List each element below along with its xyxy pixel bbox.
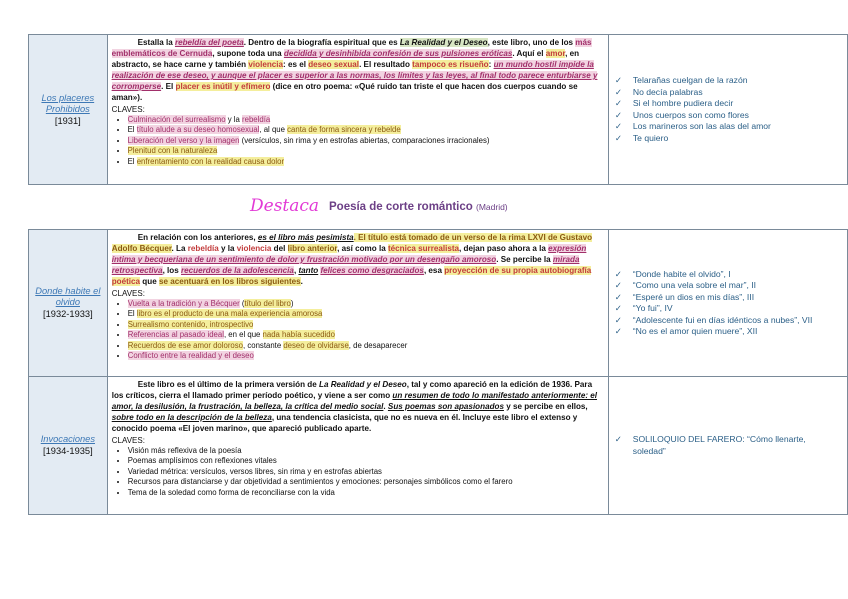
poems-cell bbox=[608, 35, 847, 185]
poem-title: “Yo fui”, IV bbox=[632, 303, 673, 313]
checkmark-icon: ✓ bbox=[614, 326, 622, 336]
checkmark-icon: ✓ bbox=[614, 314, 622, 325]
section-row bbox=[29, 377, 848, 515]
description-cell bbox=[107, 35, 608, 185]
poem-title: Telarañas cuelgan de la razón bbox=[632, 75, 748, 85]
poems-list bbox=[615, 434, 841, 457]
book-title[interactable]: Invocaciones bbox=[40, 434, 95, 444]
book-title-cell bbox=[29, 230, 108, 377]
poem-item bbox=[615, 434, 841, 457]
heading-subtitle: (Madrid) bbox=[476, 202, 508, 212]
heading-title-text: Poesía de corte romántico bbox=[329, 201, 473, 213]
poem-item bbox=[615, 98, 841, 110]
text-run: : es el bbox=[283, 60, 309, 69]
text-run: , de desaparecer bbox=[348, 340, 408, 350]
text-run: Variedad métrica: versículos, versos libres, sin rima y en estrofas abiertas bbox=[127, 466, 382, 476]
section-row bbox=[29, 35, 848, 185]
poem-item bbox=[615, 303, 841, 315]
section-table-donde bbox=[28, 229, 848, 515]
checkmark-icon: ✓ bbox=[614, 121, 623, 131]
poems-cell bbox=[608, 377, 847, 515]
text-run: título del libro bbox=[244, 299, 291, 308]
poem-title: Unos cuerpos son como flores bbox=[632, 109, 749, 120]
text-run: enfrentamiento con la realidad causa dolor bbox=[136, 156, 285, 166]
text-run: y se percibe en ellos, bbox=[503, 402, 588, 411]
checkmark-icon: ✓ bbox=[614, 75, 623, 85]
clave-item bbox=[128, 146, 604, 156]
text-run: libro es el producto de una mala experiencia amorosa bbox=[136, 309, 323, 319]
text-run: Estalla la bbox=[137, 38, 175, 47]
text-run: , constante bbox=[243, 340, 284, 350]
text-run: (dice en otro poema: «Qué ruido tan triste el que hacen dos cuerpos cuando se aman»). bbox=[111, 82, 578, 102]
text-run: . El bbox=[161, 82, 176, 91]
text-run: , dejan paso ahora a la bbox=[459, 244, 549, 253]
clave-item bbox=[128, 477, 604, 487]
text-run: amor bbox=[545, 49, 566, 58]
poem-title: “Donde habite el olvido”, I bbox=[632, 268, 731, 279]
clave-item bbox=[128, 467, 604, 477]
section-heading bbox=[250, 196, 670, 220]
checkmark-icon: ✓ bbox=[614, 86, 623, 97]
text-run: deseo de olvidarse bbox=[283, 340, 349, 350]
text-run: tampoco es risueño bbox=[412, 60, 489, 69]
claves-list bbox=[112, 446, 604, 498]
text-run: Culminación del surrealismo bbox=[127, 115, 226, 124]
text-run: Recuerdos de ese amor doloroso bbox=[127, 340, 244, 350]
clave-item bbox=[128, 136, 604, 146]
book-years: [1932-1933] bbox=[43, 309, 93, 319]
poem-title: Si el hombre pudiera decir bbox=[632, 98, 734, 108]
poem-item bbox=[615, 326, 841, 338]
description-paragraph bbox=[112, 37, 604, 103]
text-run: Este libro es el último de la primera versión de bbox=[137, 380, 319, 389]
poems-cell bbox=[608, 230, 847, 377]
text-run: , bbox=[293, 266, 299, 275]
poem-item bbox=[615, 75, 841, 87]
text-run: Liberación del verso y la imagen bbox=[127, 135, 240, 145]
text-run: expresión íntima y becqueriana de un sentimiento de dolor y frustración motivado por un desengaño amoroso bbox=[111, 244, 587, 264]
text-run: La Realidad y el Deseo bbox=[399, 38, 488, 47]
text-run: un resumen de todo lo manifestado anteriormente: el amor, la desilusión, la frustración, la belleza, la crítica del medio social bbox=[111, 391, 598, 411]
text-run: , tal y como apareció en la edición de 1936. Para los críticos, cierra el llamado primer período poético, y viene a ser como bbox=[111, 380, 593, 400]
text-run: es el libro más pesimista bbox=[257, 233, 354, 242]
checkmark-icon: ✓ bbox=[614, 434, 622, 444]
poem-item bbox=[615, 121, 841, 133]
text-run: , los bbox=[162, 266, 182, 275]
poem-title: SOLILOQUIO DEL FARERO: “Cómo llenarte, soledad” bbox=[632, 434, 806, 456]
text-run: Vuelta a la tradición y a Bécquer bbox=[127, 299, 240, 308]
text-run: Visión más reflexiva de la poesía bbox=[127, 446, 242, 455]
clave-item bbox=[128, 488, 604, 498]
text-run: que bbox=[140, 277, 159, 286]
poems-list bbox=[615, 269, 841, 338]
text-run: . Dentro de la biografía espiritual que es bbox=[243, 38, 400, 47]
text-run: Surrealismo contenido, introspectivo bbox=[127, 319, 254, 329]
text-run: un mundo hostil impide la realización de ese deseo, y aunque el placer es superior a las normas, los límites y las leyes, al final todo parece enturbiarse y corromperse bbox=[111, 60, 598, 91]
book-title[interactable]: Donde habite el olvido bbox=[35, 286, 101, 307]
text-run: título alude a su deseo homosexual bbox=[136, 125, 260, 135]
claves-label: CLAVES: bbox=[111, 436, 145, 445]
text-run: El bbox=[127, 156, 137, 166]
text-run: decidida y desinhibida confesión de sus pulsiones eróticas bbox=[283, 49, 513, 58]
text-run: rebeldía del poeta bbox=[174, 38, 244, 47]
text-run: , esa bbox=[423, 266, 445, 275]
poem-title: No decía palabras bbox=[632, 86, 703, 97]
text-run: Plenitud con la naturaleza bbox=[127, 146, 218, 156]
book-title[interactable]: Los placeres Prohibidos bbox=[41, 92, 95, 114]
clave-item bbox=[128, 330, 604, 340]
text-run: Poemas amplísimos con reflexiones vitales bbox=[127, 456, 277, 466]
description-paragraph bbox=[112, 232, 604, 287]
clave-item bbox=[128, 309, 604, 319]
text-run: Sus poemas son apasionados bbox=[387, 402, 504, 411]
poem-item bbox=[615, 280, 841, 292]
heading-title bbox=[329, 201, 508, 213]
text-run: canta de forma sincera y rebelde bbox=[287, 125, 401, 135]
poem-title: Los marineros son las alas del amor bbox=[632, 121, 771, 131]
text-run: del bbox=[271, 244, 288, 253]
section-table-placeres bbox=[28, 34, 848, 185]
text-run: Referencias al pasado ideal bbox=[127, 330, 224, 340]
checkmark-icon: ✓ bbox=[614, 303, 622, 313]
poem-item bbox=[615, 292, 841, 304]
clave-item bbox=[128, 341, 604, 351]
poem-title: Te quiero bbox=[632, 132, 669, 143]
poem-item bbox=[615, 87, 841, 99]
text-run: , al que bbox=[259, 125, 288, 135]
poem-title: “Adolescente fui en días idénticos a nubes”, VII bbox=[632, 314, 813, 325]
text-run: . El título está tomado de un verso de la rima LXVI de Gustavo Adolfo Bécquer bbox=[111, 233, 593, 253]
text-run: . bbox=[383, 402, 388, 411]
text-run: Tema de la soledad como forma de reconciliarse con la vida bbox=[127, 487, 335, 497]
checkmark-icon: ✓ bbox=[614, 132, 623, 143]
clave-item bbox=[128, 157, 604, 167]
checkmark-icon: ✓ bbox=[614, 291, 622, 302]
text-run: En relación con los anteriores, bbox=[137, 233, 258, 242]
book-title-cell bbox=[29, 35, 108, 185]
text-run: Conflicto entre la realidad y el deseo bbox=[127, 351, 254, 361]
poem-item bbox=[615, 110, 841, 122]
text-run: . Se percibe la bbox=[496, 255, 553, 264]
claves-list bbox=[112, 115, 604, 167]
text-run: se acentuará en los libros siguientes bbox=[158, 277, 301, 286]
poem-item bbox=[615, 133, 841, 145]
text-run: violencia bbox=[236, 244, 272, 253]
text-run: , este libro, uno de los bbox=[487, 38, 576, 47]
clave-item bbox=[128, 446, 604, 456]
poem-title: “Esperé un dios en mis días”, III bbox=[632, 291, 755, 302]
text-run: , en el que bbox=[223, 330, 263, 340]
text-run: placer es inútil y efímero bbox=[175, 82, 271, 91]
text-run: recuerdos de la adolescencia bbox=[181, 266, 294, 275]
text-run: , una tendencia clasicista, que no es nueva en él. Incluye este libro el extenso y conocido poema «El joven marino», que apareció publicado aparte. bbox=[111, 413, 578, 433]
checkmark-icon: ✓ bbox=[614, 109, 623, 120]
text-run: nada había sucedido bbox=[262, 330, 335, 340]
text-run: proyección de su propia autobiografía poética bbox=[111, 266, 592, 286]
text-run: libro anterior bbox=[287, 244, 338, 253]
text-run: rebeldía bbox=[187, 244, 219, 253]
claves-label: CLAVES: bbox=[111, 105, 145, 114]
text-run: . Aquí el bbox=[512, 49, 546, 58]
claves-label: CLAVES: bbox=[111, 289, 145, 298]
text-run: . El resultado bbox=[359, 60, 413, 69]
text-run: mirada retrospectiva bbox=[111, 255, 580, 275]
description-cell bbox=[107, 377, 608, 515]
text-run: más emblemáticos de Cernuda bbox=[111, 38, 592, 58]
clave-item bbox=[128, 125, 604, 135]
text-run: ( bbox=[239, 299, 245, 308]
description-paragraph bbox=[112, 379, 604, 434]
text-run: deseo sexual bbox=[308, 60, 360, 69]
text-run: rebeldía bbox=[242, 115, 271, 124]
text-run: técnica surrealista bbox=[387, 244, 460, 253]
text-run: y la bbox=[218, 244, 237, 253]
poems-list bbox=[615, 75, 841, 144]
poem-item bbox=[615, 269, 841, 281]
book-title-cell bbox=[29, 377, 108, 515]
text-run: La Realidad y el Deseo bbox=[319, 380, 407, 389]
text-run: y la bbox=[225, 115, 243, 124]
text-run: Recursos para distanciarse y dar objetividad a sentimientos y emociones: personajes simbólicos como el farero bbox=[127, 477, 513, 487]
poem-title: “No es el amor quien muere”, XII bbox=[632, 326, 758, 336]
clave-item bbox=[128, 351, 604, 361]
claves-list bbox=[112, 299, 604, 361]
text-run: ) bbox=[290, 299, 294, 308]
text-run: El bbox=[127, 125, 137, 135]
text-run: (versículos, sin rima y en estrofas abiertas, comparaciones irracionales) bbox=[239, 135, 490, 145]
book-years: [1931] bbox=[54, 115, 81, 126]
text-run: felices como desgraciados bbox=[320, 266, 424, 275]
text-run: sobre todo en la descripción de la belleza bbox=[111, 413, 272, 422]
description-cell bbox=[107, 230, 608, 377]
destaca-handwriting: Destaca bbox=[250, 196, 320, 216]
poem-item bbox=[615, 315, 841, 327]
poem-title: “Como una vela sobre el mar”, II bbox=[632, 280, 756, 290]
text-run: . La bbox=[171, 244, 188, 253]
text-run: tanto bbox=[298, 266, 319, 275]
clave-item bbox=[128, 456, 604, 466]
text-run: , supone toda una bbox=[212, 49, 284, 58]
checkmark-icon: ✓ bbox=[614, 98, 623, 108]
checkmark-icon: ✓ bbox=[614, 268, 622, 279]
text-run: , así como la bbox=[337, 244, 388, 253]
text-run: . bbox=[300, 277, 303, 286]
text-run: : bbox=[488, 60, 494, 69]
clave-item bbox=[128, 320, 604, 330]
section-row bbox=[29, 230, 848, 377]
clave-item bbox=[128, 299, 604, 309]
clave-item bbox=[128, 115, 604, 125]
checkmark-icon: ✓ bbox=[614, 280, 622, 290]
text-run: , en abstracto, se hace carne y también bbox=[111, 49, 580, 69]
text-run: El bbox=[127, 309, 137, 319]
text-run: violencia bbox=[248, 60, 284, 69]
book-years: [1934-1935] bbox=[43, 446, 93, 456]
